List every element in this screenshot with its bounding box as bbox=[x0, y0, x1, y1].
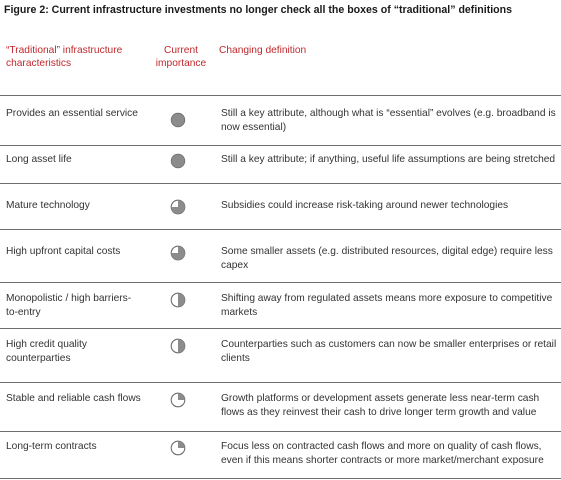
full-circle-icon bbox=[170, 153, 186, 169]
definition-text: now essential) bbox=[221, 121, 287, 133]
definition-text: Subsidies could increase risk-taking around newer technologies bbox=[221, 200, 509, 211]
header-characteristics-line: characteristics bbox=[6, 58, 72, 69]
definition-text: Focus less on contracted cash flows and more on quality of cash flows, bbox=[221, 441, 542, 452]
definition-cell bbox=[221, 392, 561, 419]
definition-cell bbox=[221, 440, 561, 467]
characteristic-text: High credit quality bbox=[6, 339, 87, 350]
definition-cell bbox=[221, 338, 561, 365]
row-divider bbox=[0, 145, 561, 146]
header-importance-line: Current bbox=[164, 45, 198, 56]
row-divider bbox=[0, 183, 561, 184]
half-circle-icon bbox=[170, 292, 186, 308]
full-circle-icon bbox=[170, 112, 186, 128]
characteristic-text: Monopolistic / high barriers- bbox=[6, 293, 132, 304]
characteristic-text: counterparties bbox=[6, 352, 71, 364]
row-divider bbox=[0, 229, 561, 230]
characteristic-text: Stable and reliable cash flows bbox=[6, 393, 141, 404]
definition-cell bbox=[221, 199, 561, 213]
header-characteristics bbox=[6, 44, 146, 70]
definition-text: Growth platforms or development assets generate less near-term cash bbox=[221, 393, 540, 404]
definition-cell bbox=[221, 153, 561, 167]
three-quarter-circle-icon bbox=[170, 199, 186, 215]
characteristic-cell bbox=[6, 153, 148, 167]
characteristic-cell bbox=[6, 292, 148, 319]
header-definition: Changing definition bbox=[219, 45, 307, 56]
characteristic-cell bbox=[6, 392, 148, 406]
row-divider bbox=[0, 478, 561, 479]
definition-text: markets bbox=[221, 306, 258, 318]
definition-text: Still a key attribute, although what is “essential” evolves (e.g. broadband is bbox=[221, 108, 556, 119]
definition-text: clients bbox=[221, 352, 250, 364]
characteristic-text: High upfront capital costs bbox=[6, 246, 121, 257]
definition-text: Still a key attribute; if anything, useful life assumptions are being stretched bbox=[221, 154, 556, 165]
characteristic-cell bbox=[6, 107, 148, 121]
characteristic-text: to-entry bbox=[6, 306, 41, 318]
characteristic-text: Long asset life bbox=[6, 154, 72, 165]
characteristic-cell bbox=[6, 199, 148, 213]
characteristic-cell bbox=[6, 245, 148, 259]
characteristic-text: Mature technology bbox=[6, 200, 90, 211]
definition-text: flows as they reinvest their cash to drive longer term growth and value bbox=[221, 406, 537, 418]
characteristic-text: Long-term contracts bbox=[6, 441, 97, 452]
three-quarter-circle-icon bbox=[170, 245, 186, 261]
definition-cell bbox=[221, 292, 561, 319]
figure-title: Figure 2: Current infrastructure investments no longer check all the boxes of “traditional” definitions bbox=[4, 4, 512, 16]
row-divider bbox=[0, 95, 561, 96]
definition-cell bbox=[221, 245, 561, 272]
definition-text: Some smaller assets (e.g. distributed resources, digital edge) require less bbox=[221, 246, 553, 257]
definition-text: Counterparties such as customers can now be smaller enterprises or retail bbox=[221, 339, 557, 350]
definition-text: capex bbox=[221, 259, 249, 271]
definition-cell bbox=[221, 107, 561, 134]
definition-text: even if this means shorter contracts or more market/merchant exposure bbox=[221, 454, 544, 466]
row-divider bbox=[0, 382, 561, 383]
half-circle-icon bbox=[170, 338, 186, 354]
header-importance bbox=[150, 44, 212, 70]
row-divider bbox=[0, 282, 561, 283]
table-header bbox=[0, 44, 561, 84]
row-divider bbox=[0, 328, 561, 329]
characteristic-text: Provides an essential service bbox=[6, 108, 138, 119]
definition-text: Shifting away from regulated assets means more exposure to competitive bbox=[221, 293, 553, 304]
quarter-circle-icon bbox=[170, 440, 186, 456]
characteristic-cell bbox=[6, 338, 148, 365]
row-divider bbox=[0, 431, 561, 432]
characteristic-cell bbox=[6, 440, 148, 454]
header-importance-line: importance bbox=[155, 58, 207, 69]
header-characteristics-line: “Traditional” infrastructure bbox=[6, 45, 123, 56]
quarter-circle-icon bbox=[170, 392, 186, 408]
